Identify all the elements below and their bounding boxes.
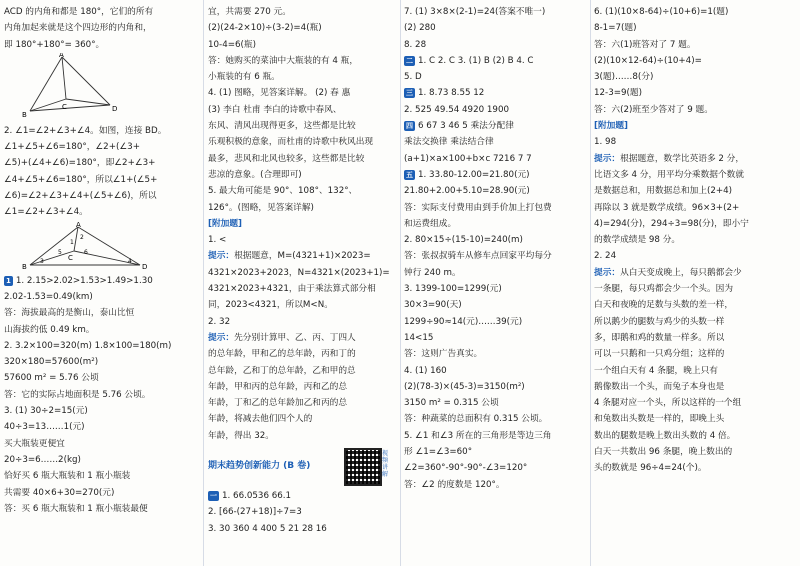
- column-divider: [590, 0, 591, 566]
- figure-label: D: [112, 104, 118, 113]
- text-line: 4321×2023+2023，N=4321×(2023+1)=: [208, 267, 390, 278]
- text-line: 3. 1399-100=1299(元): [404, 284, 502, 295]
- figure-label: B: [22, 110, 27, 119]
- section-badge: 二: [406, 56, 413, 65]
- figure-label: A: [59, 52, 64, 59]
- text-line: 内角加起来就是这个四边形的内角和，: [4, 23, 152, 34]
- text-line: 14<15: [404, 332, 434, 343]
- text-line: (2)(10×12-64)÷(10+4)=: [594, 55, 702, 66]
- text-line: ACD 的内角和都是 180°，它们的所有: [4, 7, 154, 17]
- text-line: 数出的腿数是晚上数出头数的 4 倍。: [594, 430, 736, 441]
- text-line: 10-4=6(瓶): [208, 39, 256, 50]
- text-line: 的总年龄，甲和乙的总年龄，丙和丁的: [208, 349, 356, 360]
- angle-figure: [20, 221, 150, 273]
- text-line: 2. 24: [594, 251, 617, 262]
- text-line: 5. D: [404, 72, 422, 83]
- text-line: ∠1+∠5+∠6=180°，∠2+(∠3+: [4, 142, 140, 153]
- text-line: 即 180°+180°= 360°。: [4, 39, 105, 50]
- text-line: 总年龄，乙和丁的总年龄，乙和甲的总: [208, 365, 356, 376]
- text-line: 3. (1) 30÷2=15(元): [4, 406, 88, 417]
- text-line: ∠6)=∠2+∠3+∠4+(∠5+∠6)，所以: [4, 191, 157, 202]
- text-line: 答：她购买的菜油中大瓶装的有 4 瓶，: [208, 55, 359, 66]
- text-line: 126°。(图略，见答案详解): [208, 202, 314, 213]
- text-line: 是数据总和，用数据总和加上(2+4): [594, 186, 733, 197]
- text-line: 2. 32: [208, 316, 231, 327]
- text-line: 答：海拔最高的是衡山，泰山比恒: [4, 308, 135, 319]
- text-line: 2. 3.2×100=320(m) 1.8×100=180(m): [4, 340, 172, 351]
- figure-label: 6: [84, 248, 88, 256]
- text-line: 小瓶装的有 6 瓶。: [208, 72, 280, 83]
- text-line: 21.80+2.00+5.10=28.90(元): [404, 186, 530, 197]
- section-badge: 五: [406, 170, 413, 179]
- text-line: 再除以 3 就是数学成绩。96×3+(2+: [594, 202, 740, 213]
- text-line: 40÷3=13……1(元): [4, 422, 85, 433]
- text-line: 答：张叔叔骑车从修车点回家平均每分: [404, 251, 552, 262]
- text-line: 多，即鹅和鸡的数量一样多。所以: [594, 332, 725, 343]
- text-line: 3150 m² = 0.315 公顷: [404, 398, 499, 409]
- text-line: 20÷3=6……2(kg): [4, 454, 81, 465]
- text-line: 宜，共需要 270 元。: [208, 7, 291, 17]
- text-line: 提示：根据题意，数学比英语多 2 分，: [594, 153, 745, 164]
- text-line: 比语文多 4 分，用平均分乘数据个数就: [594, 169, 745, 180]
- section-title: 期末趋势创新能力 (B 卷): [208, 461, 311, 472]
- text-line: 1. 33.80-12.00=21.80(元): [418, 169, 530, 180]
- text-line: 答：买 6 瓶大瓶装和 1 瓶小瓶装最便: [4, 503, 148, 514]
- text-line: 钟行 240 m。: [404, 267, 461, 278]
- text-line: 2. 525 49.54 4920 1900: [404, 104, 510, 115]
- column-1: [4, 4, 200, 517]
- text-line: 答：六(2)班至少答对了 9 题。: [594, 104, 713, 115]
- text-line: 形 ∠1=∠3=60°: [404, 447, 473, 458]
- text-line: 悲凉的意象。(合理即可): [208, 169, 302, 180]
- text-line: 7. (1) 3×8×(2-1)=24(答案不唯一): [404, 7, 546, 17]
- section-badge: 三: [406, 89, 413, 98]
- text-line: 和运费组成。: [404, 218, 457, 229]
- text-line: ∠1=∠2+∠3+∠4。: [4, 207, 88, 218]
- text-line: (2)(24-2×10)÷(3-2)=4(瓶): [208, 23, 322, 34]
- text-line: 白天一共数出 96 条腿，晚上数出的: [594, 447, 733, 458]
- figure-label: 5: [58, 248, 62, 256]
- text-line: ∠1=∠2+∠3+∠4。如图，连接 BD。: [15, 125, 167, 136]
- text-line: 8-1=7(题): [594, 23, 637, 34]
- text-line: 所以鹅少的腿数与鸡少的头数一样: [594, 316, 725, 327]
- text-line: 恰好买 6 瓶大瓶装和 1 瓶小瓶装: [4, 471, 131, 482]
- text-line: 山海拔约低 0.49 km。: [4, 324, 95, 335]
- text-line: 年龄，得出 32。: [208, 430, 274, 441]
- text-line: 1. 66.0536 66.1: [222, 491, 292, 502]
- text-line: 4. (1) 160: [404, 365, 447, 376]
- text-line: 6. (1)(10×8-64)÷(10+6)=1(题): [594, 7, 729, 17]
- text-line: (2) 280: [404, 23, 436, 34]
- text-line: 提示：从白天变成晚上，每只鹅都会少: [594, 267, 742, 278]
- text-line: (2)(78-3)×(45-3)=3150(m²): [404, 381, 525, 392]
- figure-label: B: [22, 262, 27, 271]
- text-line: 30×3=90(天): [404, 300, 462, 311]
- section-title-block: [208, 448, 398, 488]
- text-line: 6 67 3 46 5 乘法分配律: [418, 121, 514, 132]
- text-line: 头的数就是 96÷4=24(个)。: [594, 463, 707, 474]
- quadrilateral-figure: [20, 53, 130, 123]
- text-line: 一个组白天有 4 条腿，晚上只有: [594, 365, 718, 376]
- text-line: 2.: [4, 125, 13, 136]
- text-line: 1. 8.73 8.55 12: [418, 88, 485, 99]
- text-line: 8. 28: [404, 39, 427, 50]
- text-line: 年龄，丁和乙的总年龄加乙和丙的总: [208, 398, 347, 409]
- text-line: 57600 m² = 5.76 公顷: [4, 373, 99, 384]
- text-line: 年龄，甲和丙的总年龄，丙和乙的总: [208, 381, 347, 392]
- qr-code-icon[interactable]: [344, 448, 382, 486]
- figure-label: 2: [80, 233, 84, 241]
- text-line: 和兔数出头数是一样的，即晚上头: [594, 414, 725, 425]
- figure-label: D: [142, 262, 148, 271]
- text-line: 共需要 40×6+30=270(元): [4, 487, 115, 498]
- text-line: ∠2=360°-90°-90°-∠3=120°: [404, 463, 528, 474]
- section-badge: 1: [6, 276, 11, 285]
- column-divider: [400, 0, 401, 566]
- text-line: 年龄，将减去他们四个人的: [208, 414, 313, 425]
- figure-label: 1: [70, 238, 74, 246]
- text-line: 答：∠2 的度数是 120°。: [404, 479, 505, 490]
- text-line: (a+1)×a×100+b×c 7216 7 7: [404, 153, 532, 164]
- text-line: 12-3=9(题): [594, 88, 642, 99]
- text-line: 答：种蔬菜的总面积有 0.315 公顷。: [404, 414, 548, 425]
- column-4: [594, 4, 794, 477]
- text-line: 一条腿，每只鸡都会少一个头。因为: [594, 284, 733, 295]
- text-line: 最多，悲风和北风也较多，这些都是比较: [208, 153, 365, 164]
- text-line: 可以一只鹅和一只鸡分组；这样的: [594, 349, 725, 360]
- figure-label: C: [68, 253, 73, 262]
- column-divider: [203, 0, 204, 566]
- text-line: 3(题)……8(分): [594, 72, 654, 83]
- text-line: 5. ∠1 和∠3 所在的三角形是等边三角: [404, 430, 552, 441]
- text-line: 1. 98: [594, 137, 617, 148]
- text-line: 3. 30 360 4 400 5 21 28 16: [208, 523, 327, 534]
- text-line: (3) 李白 杜甫 李白的诗歌中春风、: [208, 104, 342, 115]
- figure-label: A: [76, 220, 81, 229]
- text-line: 乘法交换律 乘法结合律: [404, 137, 494, 148]
- figure-label: 3: [40, 257, 44, 265]
- text-line: 2. [66-(27+18)]÷7=3: [208, 507, 302, 518]
- text-line: 2. 80×15÷(15-10)=240(m): [404, 235, 523, 246]
- text-line: 1299÷90≈14(元)……39(元): [404, 316, 523, 327]
- section-badge: 四: [406, 122, 413, 131]
- text-line: 1. C 2. C 3. (1) B (2) B 4. C: [418, 55, 534, 66]
- text-line: ∠5)+(∠4+∠6)=180°，即∠2+∠3+: [4, 158, 156, 169]
- text-line: 1. <: [208, 235, 227, 246]
- text-line: 320×180=57600(m²): [4, 357, 99, 368]
- text-line: 的数学成绩是 98 分。: [594, 235, 681, 246]
- text-line: 提示：先分别计算甲、乙、丙、丁四人: [208, 332, 356, 343]
- text-line: 东风、清风出现得更多，这些都是比较: [208, 121, 356, 132]
- section-heading: [附加题]: [594, 121, 629, 132]
- text-line: 白天和夜晚的足数与头数的差一样，: [594, 300, 733, 311]
- text-line: 4. (1) 图略，见答案详解。 (2) 春 惠: [208, 88, 351, 99]
- text-line: 答：这则广告真实。: [404, 349, 483, 360]
- figure-label: 4: [128, 257, 132, 265]
- text-line: 4321×2023+4321，由于乘法算式部分相: [208, 284, 376, 295]
- column-2: [208, 4, 398, 537]
- qr-label: 视频讲解: [382, 450, 389, 479]
- text-line: ∠4+∠5+∠6=180°，所以∠1+(∠5+: [4, 174, 158, 185]
- section-heading: [附加题]: [208, 218, 243, 229]
- text-line: 乐观积极的意象，而杜甫的诗歌中秋风出现: [208, 137, 374, 148]
- figure-label: C: [62, 102, 67, 111]
- text-line: 同，2023<4321，所以M<N。: [208, 300, 333, 311]
- text-line: 提示：根据题意，M=(4321+1)×2023=: [208, 251, 371, 262]
- text-line: 1. 2.15>2.02>1.53>1.49>1.30: [15, 275, 153, 286]
- text-line: 答：实际支付费用由到手价加上打包费: [404, 202, 552, 213]
- column-3: [404, 4, 586, 493]
- text-line: 答：它的实际占地面积是 5.76 公顷。: [4, 389, 151, 400]
- text-line: 2.02-1.53=0.49(km): [4, 291, 93, 302]
- section-badge: 一: [210, 492, 217, 501]
- text-line: 5. 最大角可能是 90°、108°、132°、: [208, 186, 358, 197]
- text-line: 买大瓶装更便宜: [4, 438, 65, 449]
- text-line: 4)=294(分)，294÷3=98(分)，即小宁: [594, 218, 749, 229]
- text-line: 鹅像数出一个头，而兔子本身也是: [594, 381, 725, 392]
- text-line: 答：六(1)班答对了 7 题。: [594, 39, 696, 50]
- text-line: 4 条腿对应一个头，所以这样的一个组: [594, 398, 742, 409]
